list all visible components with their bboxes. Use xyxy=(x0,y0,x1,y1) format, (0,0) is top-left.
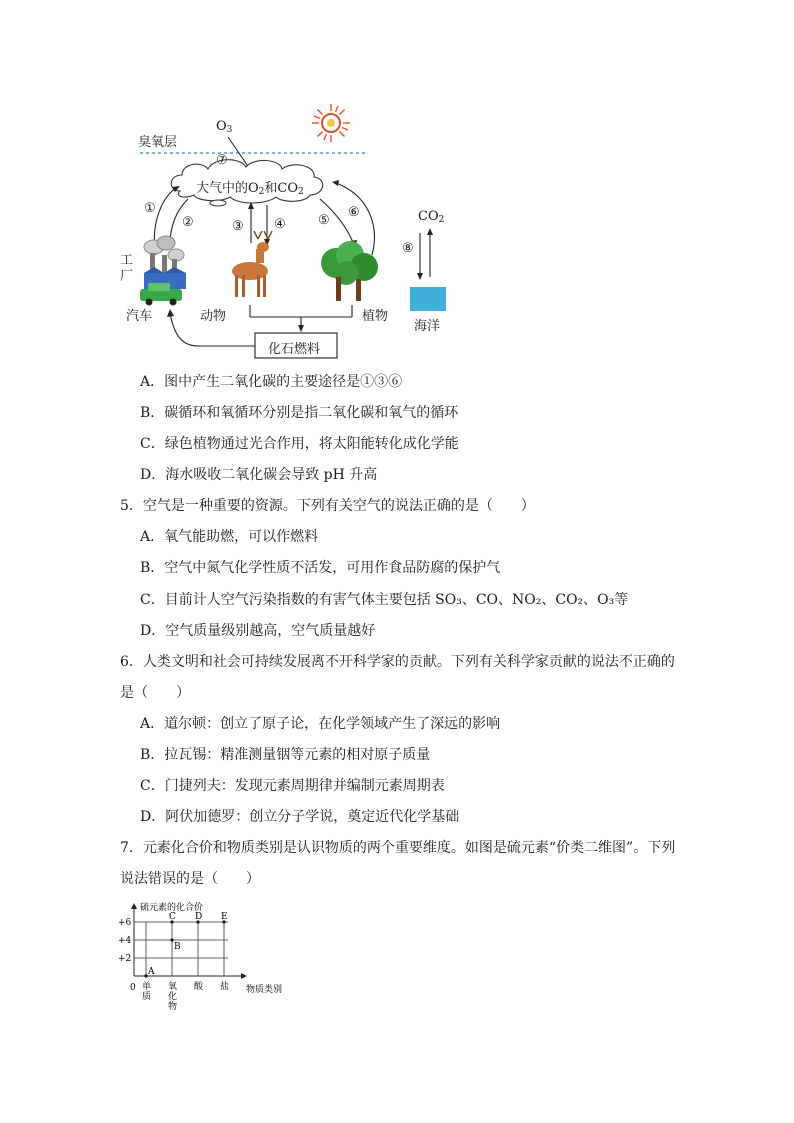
circle-3: ③ xyxy=(232,219,244,234)
y-tick-label: +2 xyxy=(118,954,132,964)
q4-option-b: B．碳循环和氧循环分别是指二氧化碳和氧气的循环 xyxy=(140,405,459,421)
fossil-fuel-label: 化石燃料 xyxy=(268,342,321,357)
point-label-e: E xyxy=(221,912,228,922)
q5-stem: 5．空气是一种重要的资源。下列有关空气的说法正确的是（ ） xyxy=(120,498,535,514)
car-label: 汽车 xyxy=(126,309,153,324)
q6-option-c: C．门捷列夫：发现元素周期律并编制元素周期表 xyxy=(140,778,445,794)
ocean-label: 海洋 xyxy=(414,319,441,334)
sun-icon xyxy=(312,104,350,142)
point-label-b: B xyxy=(174,942,181,952)
origin-label: 0 xyxy=(130,983,136,993)
plant-label: 植物 xyxy=(362,309,389,324)
x-tick-label: 单 xyxy=(142,982,152,992)
x-axis-label: 物质类别 xyxy=(246,985,283,995)
q5-option-d: D．空气质量级别越高，空气质量越好 xyxy=(140,623,376,639)
q4-option-a: A．图中产生二氧化碳的主要途径是①③⑥ xyxy=(140,374,403,390)
point-label-c: C xyxy=(169,912,176,922)
y-tick-label: +6 xyxy=(118,918,132,928)
circle-8: ⑧ xyxy=(402,241,414,256)
q4-option-c: C．绿色植物通过光合作用，将太阳能转化成化学能 xyxy=(140,436,459,452)
circle-2: ② xyxy=(182,215,194,230)
chart-svg xyxy=(118,900,298,1020)
factory-icon xyxy=(144,236,186,289)
ocean-icon xyxy=(410,287,446,311)
circle-1: ① xyxy=(144,201,156,216)
q5-option-b: B．空气中氮气化学性质不活发，可用作食品防腐的保护气 xyxy=(140,560,501,576)
q5-option-c: C．目前计人空气污染指数的有害气体主要包括 SO₃、CO、NO₂、CO₂、O₃等 xyxy=(140,592,629,608)
circle-5: ⑤ xyxy=(318,213,330,228)
x-tick-label: 物 xyxy=(168,1002,178,1012)
o3-label: $O_3$ xyxy=(216,119,233,135)
circle-7: ⑦ xyxy=(216,153,228,168)
y-axis-label: 硫元素的化合价 xyxy=(140,903,204,913)
q6-stem-line2: 是（ ） xyxy=(120,685,190,701)
cloud-label: 大气中的$O_2$和$CO_2$ xyxy=(196,181,304,197)
y-tick-label: +4 xyxy=(118,936,132,946)
circle-6: ⑥ xyxy=(348,205,360,220)
q7-stem-line1: 7．元素化合价和物质类别是认识物质的两个重要维度。如图是硫元素“价类二维图”。下列 xyxy=(120,840,676,856)
sulfur-valence-chart xyxy=(118,900,298,1020)
q5-option-a: A．氧气能助燃，可以作燃料 xyxy=(140,529,319,545)
q6-stem-line1: 6．人类文明和社会可持续发展离不开科学家的贡献。下列有关科学家贡献的说法不正确的 xyxy=(120,654,675,670)
carbon-oxygen-cycle-diagram xyxy=(120,95,460,365)
q6-option-d: D．阿伏加德罗：创立分子学说，奠定近代化学基础 xyxy=(140,809,460,825)
ozone-layer-label: 臭氧层 xyxy=(138,135,178,150)
point-label-d: D xyxy=(195,912,203,922)
q6-option-a: A．道尔顿：创立了原子论，在化学领域产生了深远的影响 xyxy=(140,716,501,732)
trees-icon xyxy=(321,241,378,301)
x-tick-label: 盐 xyxy=(220,982,230,992)
x-tick-label: 化 xyxy=(168,992,178,1002)
circle-4: ④ xyxy=(274,217,286,232)
x-tick-label: 质 xyxy=(142,992,152,1002)
q6-option-b: B．拉瓦锡：精准测量铟等元素的相对原子质量 xyxy=(140,747,431,763)
q7-stem-line2: 说法错误的是（ ） xyxy=(120,871,260,887)
point-label-a: A xyxy=(148,967,155,977)
factory-label: 工 厂 xyxy=(120,253,134,284)
q4-option-d: D．海水吸收二氧化碳会导致 pH 升高 xyxy=(140,467,378,483)
co2-label: $CO_2$ xyxy=(418,209,445,225)
x-tick-label: 酸 xyxy=(194,982,204,992)
x-tick-label: 氧 xyxy=(168,982,178,992)
animal-label: 动物 xyxy=(200,309,227,324)
